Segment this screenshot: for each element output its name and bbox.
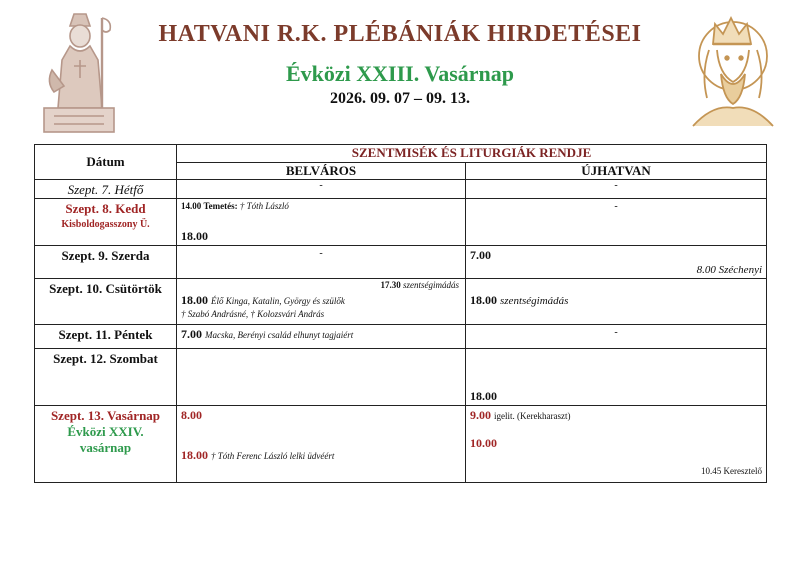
page-title: HATVANI R.K. PLÉBÁNIÁK HIRDETÉSEI [158, 21, 642, 47]
cell-ujhatvan: 18.00 szentségimádás [466, 279, 767, 325]
col-header-belvaros: BELVÁROS [177, 162, 466, 180]
feast-label: Évközi XXIV. [67, 424, 144, 439]
cell-ujhatvan: - [466, 325, 767, 349]
cell-belvaros: 7.00 Macska, Berényi család elhunyt tagjaiért [177, 325, 466, 349]
row-day: Szept. 7. Hétfő [35, 180, 177, 199]
cell-belvaros [177, 349, 466, 406]
feast-label: vasárnap [79, 440, 132, 455]
row-day: Szept. 9. Szerda [35, 246, 177, 279]
cell-ujhatvan: - [466, 180, 767, 199]
col-header-ujhatvan: ÚJHATVAN [466, 162, 767, 180]
schedule-table [34, 144, 767, 483]
date-range: 2026. 09. 07 – 09. 13. [330, 90, 470, 107]
sunday-name: Évközi XXIII. Vasárnap [285, 61, 514, 86]
table-row [35, 325, 767, 349]
table-row [35, 180, 767, 199]
col-header-date: Dátum [35, 145, 177, 180]
cell-belvaros: 8.00 18.00 † Tóth Ferenc László lelki üdvéért [177, 406, 466, 483]
cell-belvaros: 17.30 szentségimádás 18.00 Élő Kinga, Katalin, György és szülők † Szabó Andrásné, † Kolozsvári András [177, 279, 466, 325]
cell-belvaros: 14.00 Temetés: † Tóth László 18.00 [177, 199, 466, 246]
cell-ujhatvan: - [466, 199, 767, 246]
table-row [35, 349, 767, 406]
row-day: Szept. 11. Péntek [35, 325, 177, 349]
feast-label: Kisboldogasszony Ü. [61, 219, 150, 230]
cell-belvaros: - [177, 246, 466, 279]
row-day: Szept. 8. Kedd Kisboldogasszony Ü. [35, 199, 177, 246]
table-row [35, 406, 767, 483]
table-row [35, 246, 767, 279]
cell-ujhatvan: 18.00 [466, 349, 767, 406]
cell-belvaros: - [177, 180, 466, 199]
row-day: Szept. 12. Szombat [35, 349, 177, 406]
cell-ujhatvan: 7.00 8.00 Széchenyi [466, 246, 767, 279]
col-header-liturgy: SZENTMISÉK ÉS LITURGIÁK RENDJE [177, 145, 767, 163]
row-day: Szept. 10. Csütörtök [35, 279, 177, 325]
table-row [35, 199, 767, 246]
table-row [35, 279, 767, 325]
cell-ujhatvan: 9.00 igelit. (Kerekharaszt) 10.00 10.45 Keresztelő [466, 406, 767, 483]
row-day: Szept. 13. Vasárnap Évközi XXIV. vasárnap [35, 406, 177, 483]
